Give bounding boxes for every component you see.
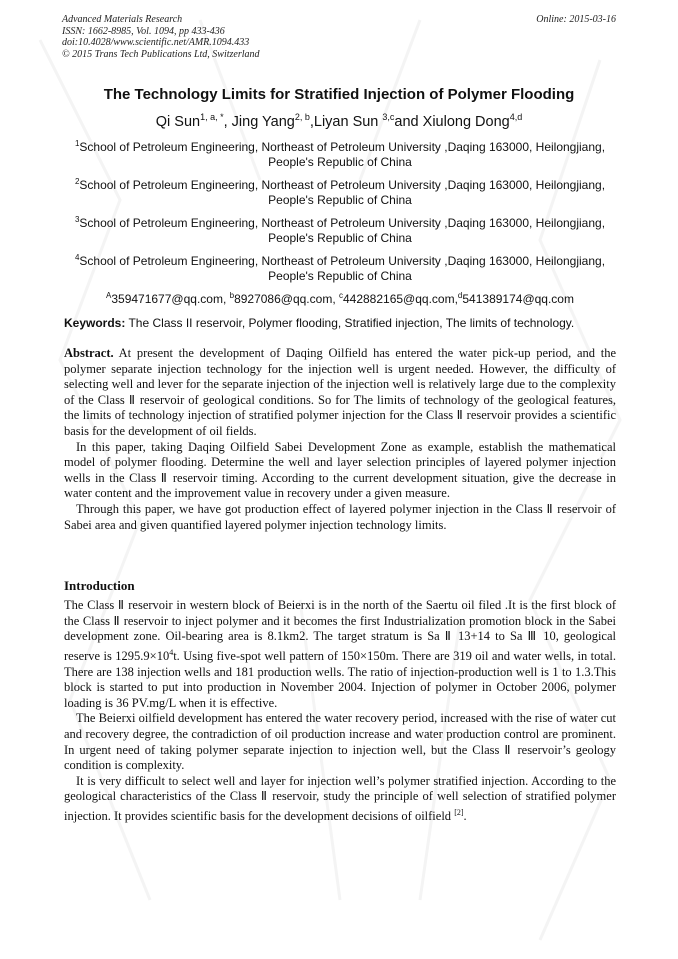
abstract-label: Abstract. [64, 346, 114, 360]
copyright: © 2015 Trans Tech Publications Ltd, Switzerland [62, 48, 260, 60]
doi: doi:10.4028/www.scientific.net/AMR.1094.433 [62, 37, 250, 48]
affiliation-line: School of Petroleum Engineering, Northeast of Petroleum University ,Daqing 163000, Heilongjiang, [79, 216, 606, 230]
abstract-paragraph: Through this paper, we have got production effect of layered polymer injection in the Class Ⅱ reservoir of Sabei area and given quantified layered polymer injection technology limits. [64, 501, 616, 532]
author-superscript: 1, a, * [200, 112, 224, 122]
email-marker: A [106, 291, 112, 300]
email-marker: c [338, 291, 343, 300]
intro-paragraph [64, 774, 616, 825]
author-superscript: 2, b [294, 112, 310, 122]
abstract-paragraph: In this paper, taking Daqing Oilfield Sabei Development Zone as example, establish the mathematical model of polymer flooding. Determine the well and layer selection principles of layered polymer injection wells in the Class Ⅱ reservoir timing. According to the current development situation, give the decrease in water content and the improvement value in recovery under a given measure. [64, 439, 616, 501]
affiliation-country: People's Republic of China [268, 231, 412, 245]
author-separator: , [309, 113, 314, 130]
author: Qi Sun [155, 113, 201, 130]
affiliation [64, 174, 616, 208]
intro-text: t. Using five-spot well pattern of 150×150m. There are 319 oil and water wells, in total. There are 138 injection wells and 181 production wells. The ratio of injection-production well is 1 to 1.3.This block is started to put into production in November 2004. Injection of polymer in October 2006, polymer loading is 36 PV.mg/L when it is effective. [64, 648, 616, 710]
reference-link[interactable]: [2] [454, 807, 464, 817]
author-superscript: 4,d [509, 112, 523, 122]
journal-name: Advanced Materials Research [62, 14, 183, 25]
abstract-text: At present the development of Daqing Oilfield has entered the water pick-up period, and the polymer separate injection technology for the injection well is urgent needed. However, the difficulty of selecting well and lever for the separate injection of the injection well is relatively large due to the complexity of the Class Ⅱ reservoir of geological conditions. So for The limits of technology of the geological features, the limits of technology injection of stratified polymer injection for the Class Ⅱ reservoir provides a scientific basis for the development of oil fields. [64, 346, 616, 438]
email-marker: d [457, 291, 463, 300]
author-list [40, 112, 638, 130]
email-link[interactable]: 8927086@qq.com, [234, 292, 339, 306]
keywords-text: The Class II reservoir, Polymer flooding, Stratified injection, The limits of technology. [125, 316, 575, 330]
affiliation-number: 3 [74, 215, 80, 224]
abstract-paragraph [64, 346, 616, 440]
author: Jing Yang [231, 113, 295, 130]
introduction [64, 598, 616, 825]
affiliation-line: School of Petroleum Engineering, Northeast of Petroleum University ,Daqing 163000, Heilongjiang, [79, 254, 606, 268]
affiliation-country: People's Republic of China [268, 193, 412, 207]
author: Xiulong Dong [422, 113, 510, 130]
abstract [64, 346, 616, 533]
issn: ISSN: 1662-8985, Vol. 1094, pp 433-436 [62, 25, 225, 37]
affiliation-country: People's Republic of China [268, 155, 412, 169]
author-superscript: 3,c [382, 112, 395, 122]
section-heading: Introduction [64, 578, 135, 593]
affiliation-country: People's Republic of China [268, 269, 412, 283]
intro-text: The Class Ⅱ reservoir in western block of Beierxi is in the north of the Saertu oil filed .It is the first block of the Class Ⅱ reservoir to inject polymer and it becomes the first Industrialization promotion block in the Sabei development zone. Oil-bearing area is 8.1km2. The target stratum is Sa Ⅱ 13+14 to Sa Ⅲ 10, geological reserve is 1295.9×10 [64, 598, 616, 663]
author-separator: and [394, 113, 423, 130]
affiliation-number: 2 [74, 177, 80, 186]
journal-info [62, 14, 260, 60]
keywords [64, 316, 616, 330]
email-link[interactable]: 442882165@qq.com, [342, 292, 458, 306]
intro-paragraph: The Beierxi oilfield development has entered the water recovery period, increased with the rise of water cut and recovery degree, the contradiction of oil production increase and water production control are prominent. In urgent need of taking polymer separate injection to injection well, but the Class Ⅱ reservoir’s geology condition is complexity. [64, 711, 616, 773]
exponent: 4 [169, 647, 174, 657]
author: Liyan Sun [313, 113, 383, 130]
affiliations [64, 136, 616, 307]
intro-paragraph [64, 598, 616, 711]
email-link[interactable]: 359471677@qq.com, [111, 292, 230, 306]
affiliation [64, 212, 616, 246]
affiliation [64, 136, 616, 170]
email-list [64, 288, 616, 307]
author-separator: , [223, 113, 232, 130]
affiliation-number: 4 [74, 253, 80, 262]
keywords-label: Keywords: [64, 316, 126, 330]
intro-text: It is very difficult to select well and layer for injection well’s polymer stratified injection. According to the geological characteristics of the Class Ⅱ reservoir, study the principle of well selection of stratified polymer injection. It provides scientific basis for the development decisions of oilfield [64, 773, 616, 824]
affiliation-line: School of Petroleum Engineering, Northeast of Petroleum University ,Daqing 163000, Heilongjiang, [79, 140, 606, 154]
email-marker: b [229, 291, 235, 300]
online-date: Online: 2015-03-16 [536, 14, 616, 25]
email-link[interactable]: 541389174@qq.com [462, 292, 574, 306]
affiliation-line: School of Petroleum Engineering, Northeast of Petroleum University ,Daqing 163000, Heilongjiang, [79, 178, 606, 192]
intro-text: . [463, 809, 467, 824]
paper-title: The Technology Limits for Stratified Injection of Polymer Flooding [103, 86, 575, 103]
affiliation-number: 1 [74, 139, 80, 148]
affiliation [64, 250, 616, 284]
